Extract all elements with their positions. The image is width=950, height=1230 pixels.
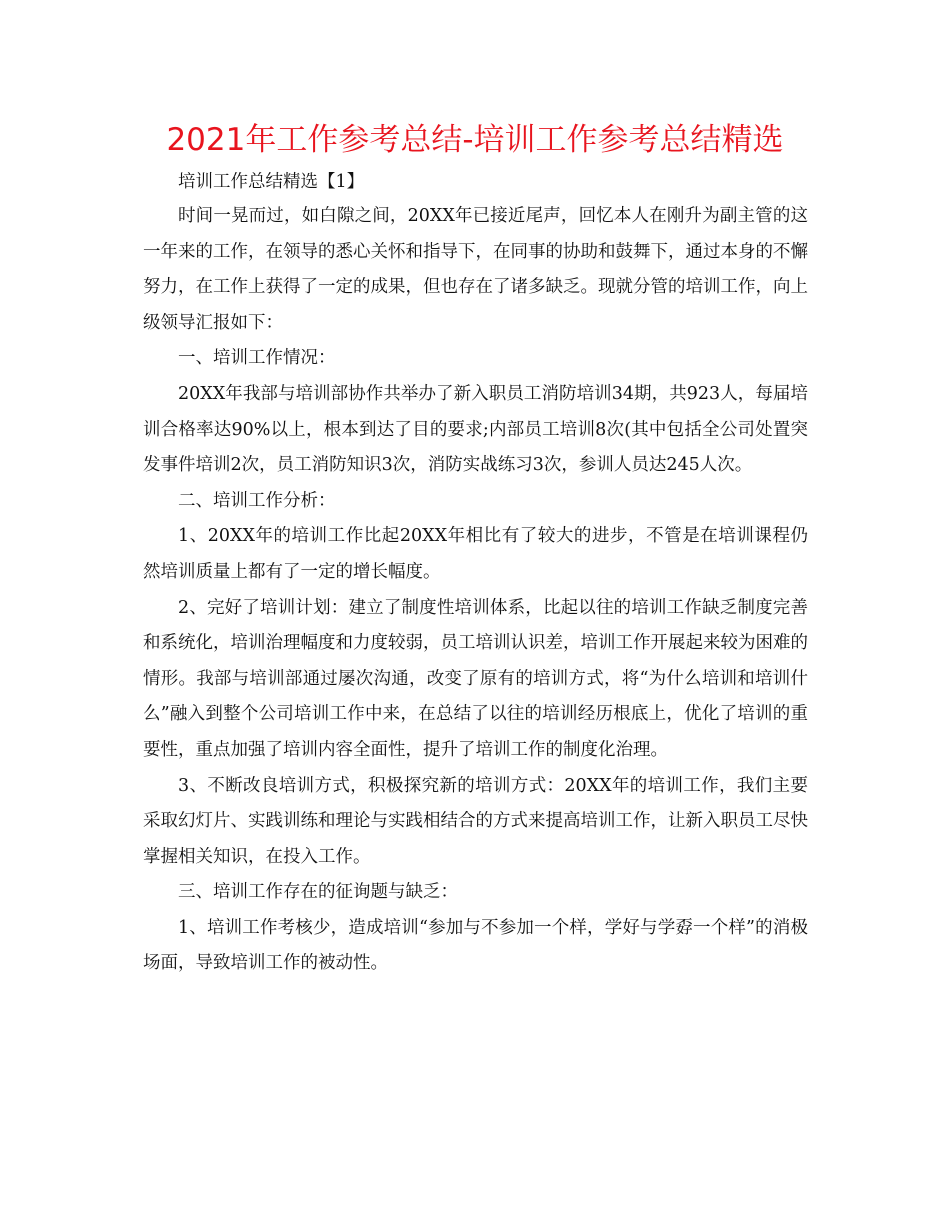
section-heading: 二、培训工作分析：: [178, 490, 336, 511]
section-heading: 培训工作总结精选【1】: [178, 172, 365, 192]
paragraph: 2、完好了培训计划：建立了制度性培训体系，比起以往的培训工作缺乏制度完善和系统化，培训治理幅度和力度较弱，员工培训认识差，培训工作开展起来较为困难的情形。我部与培训部通过屡次沟通，改变了原有的培训方式，将“为什么培训和培训什么”融入到整个公司培训工作中来，在总结了以往的培训经历根底上，优化了培训的重要性，重点加强了培训内容全面性，提升了培训工作的制度化治理。: [143, 597, 808, 760]
paragraph: 时间一晃而过，如白隙之间，20XX年已接近尾声，回忆本人在刚升为副主管的这一年来的工作，在领导的悉心关怀和指导下，在同事的协助和鼓舞下，通过本身的不懈努力，在工作上获得了一定的成果，但也存在了诸多缺乏。现就分管的培训工作，向上级领导汇报如下：: [143, 206, 808, 333]
document-body: [143, 166, 808, 982]
paragraph: 3、不断改良培训方式，积极探究新的培训方式：20XX年的培训工作，我们主要采取幻灯片、实践训练和理论与实践相结合的方式来提高培训工作，让新入职员工尽快掌握相关知识，在投入工作。: [143, 775, 808, 867]
section-heading: 一、培训工作情况：: [178, 348, 336, 369]
paragraph: 20XX年我部与培训部协作共举办了新入职员工消防培训34期，共923人，每届培训合格率达90%以上，根本到达了目的要求;内部员工培训8次(其中包括全公司处置突发事件培训2次，员工消防知识3次，消防实战练习3次，参训人员达245人次。: [143, 383, 808, 476]
section-heading: 三、培训工作存在的征询题与缺乏：: [178, 882, 458, 903]
document-title: 2021年工作参考总结-培训工作参考总结精选: [166, 122, 784, 158]
paragraph: 1、培训工作考核少，造成培训“参加与不参加一个样，学好与学孬一个样”的消极场面，导致培训工作的被动性。: [143, 917, 808, 974]
paragraph: 1、20XX年的培训工作比起20XX年相比有了较大的进步，不管是在培训课程仍然培训质量上都有了一定的增长幅度。: [143, 526, 808, 582]
